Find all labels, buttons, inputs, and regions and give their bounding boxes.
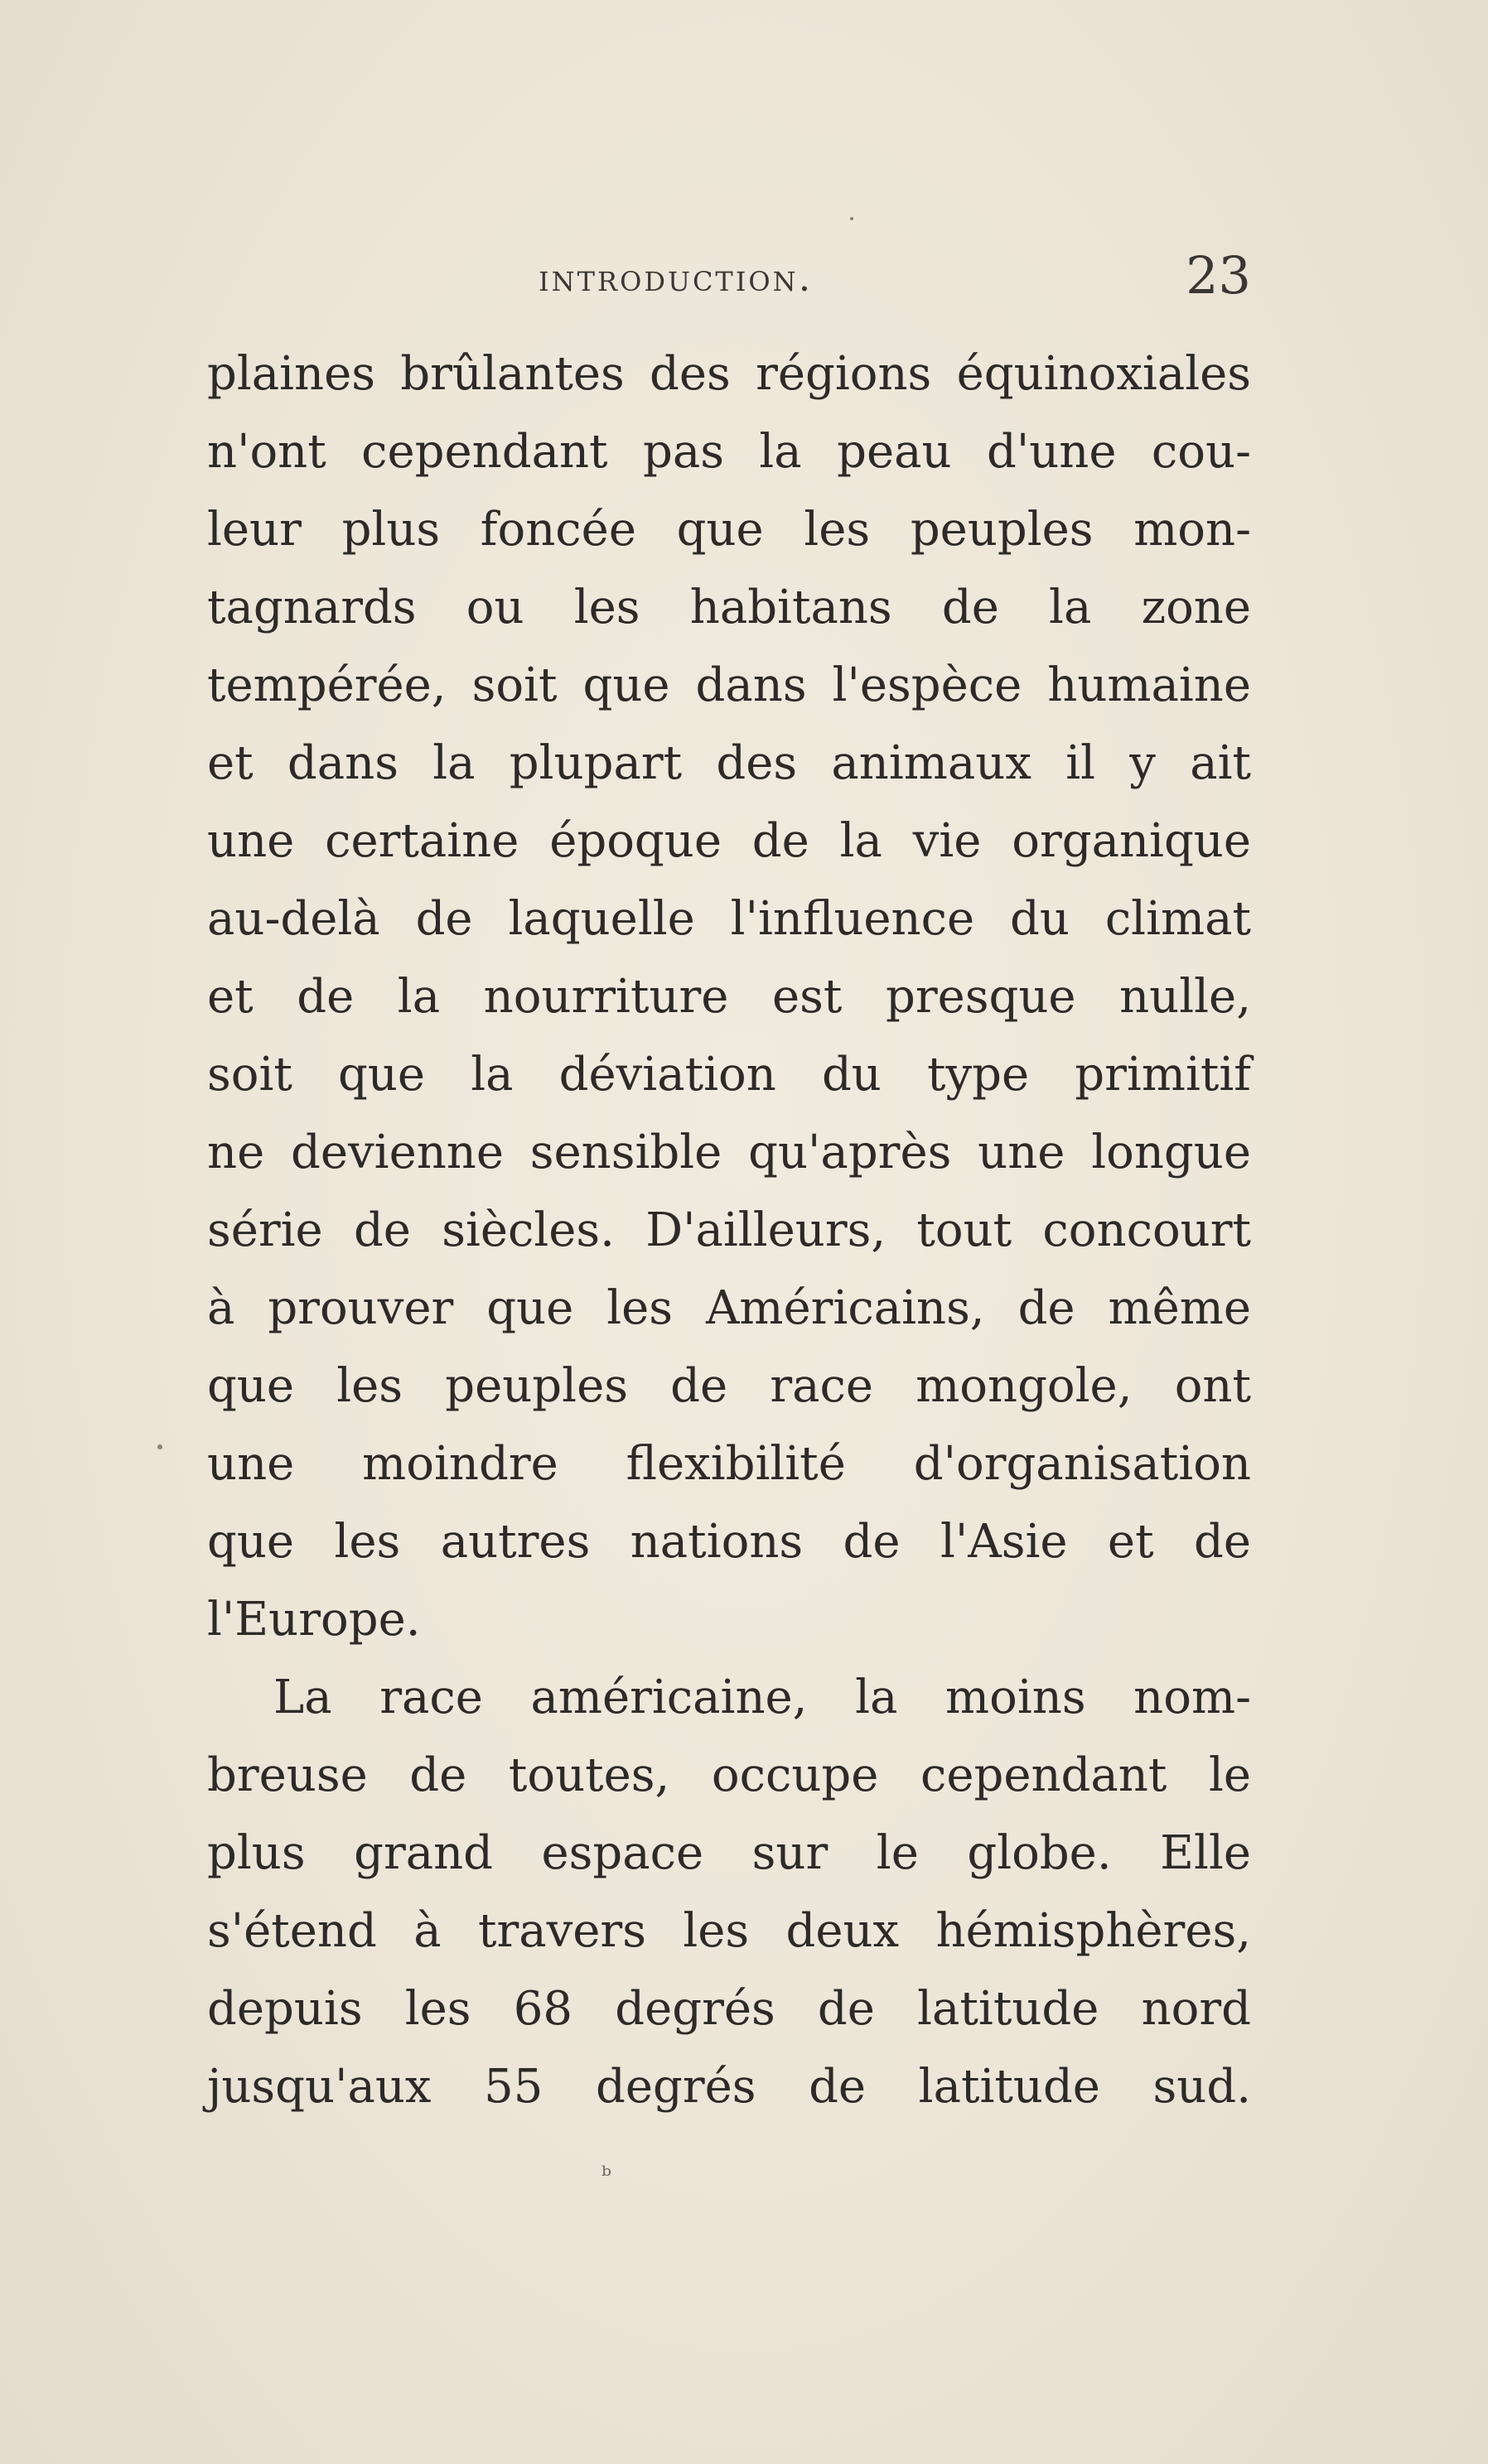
paper-speck [157, 1444, 162, 1449]
text-line: l'Europe. [207, 1593, 421, 1647]
running-head [207, 245, 1251, 320]
text-line: et dans la plupart des animaux il y ait [207, 736, 1251, 790]
text-line: plus grand espace sur le globe. Elle [207, 1826, 1251, 1880]
text-line: série de siècles. D'ailleurs, tout concourt [207, 1203, 1251, 1257]
text-line: que les autres nations de l'Asie et de [207, 1515, 1251, 1569]
text-line: plaines brûlantes des régions équinoxiales [207, 347, 1251, 401]
text-line: une moindre flexibilité d'organisation [207, 1437, 1251, 1491]
text-line: à prouver que les Américains, de même [207, 1281, 1251, 1335]
text-line: soit que la déviation du type primitif [207, 1048, 1251, 1102]
text-line: que les peuples de race mongole, ont [207, 1359, 1251, 1413]
text-line: au-delà de laquelle l'influence du climat [207, 892, 1251, 946]
text-line: leur plus foncée que les peuples mon- [207, 503, 1251, 557]
text-line: s'étend à travers les deux hémisphères, [207, 1904, 1251, 1958]
text-line: une certaine époque de la vie organique [207, 814, 1251, 868]
text-line: breuse de toutes, occupe cependant le [207, 1748, 1251, 1802]
text-line: n'ont cependant pas la peau d'une cou- [207, 425, 1251, 479]
running-title: introduction. [539, 255, 814, 300]
text-line: tagnards ou les habitans de la zone [207, 581, 1251, 634]
page-number: 23 [1186, 245, 1251, 306]
text-line: et de la nourriture est presque nulle, [207, 970, 1251, 1024]
stray-print-mark: ᵇ [601, 2162, 611, 2191]
body-text [207, 335, 1251, 2126]
paper-speck [850, 217, 853, 220]
text-line: ne devienne sensible qu'après une longue [207, 1126, 1251, 1179]
text-line: La race américaine, la moins nom- [273, 1671, 1251, 1724]
text-line: depuis les 68 degrés de latitude nord [207, 1982, 1251, 2036]
text-line: jusqu'aux 55 degrés de latitude sud. [207, 2060, 1251, 2114]
text-line: tempérée, soit que dans l'espèce humaine [207, 658, 1251, 712]
